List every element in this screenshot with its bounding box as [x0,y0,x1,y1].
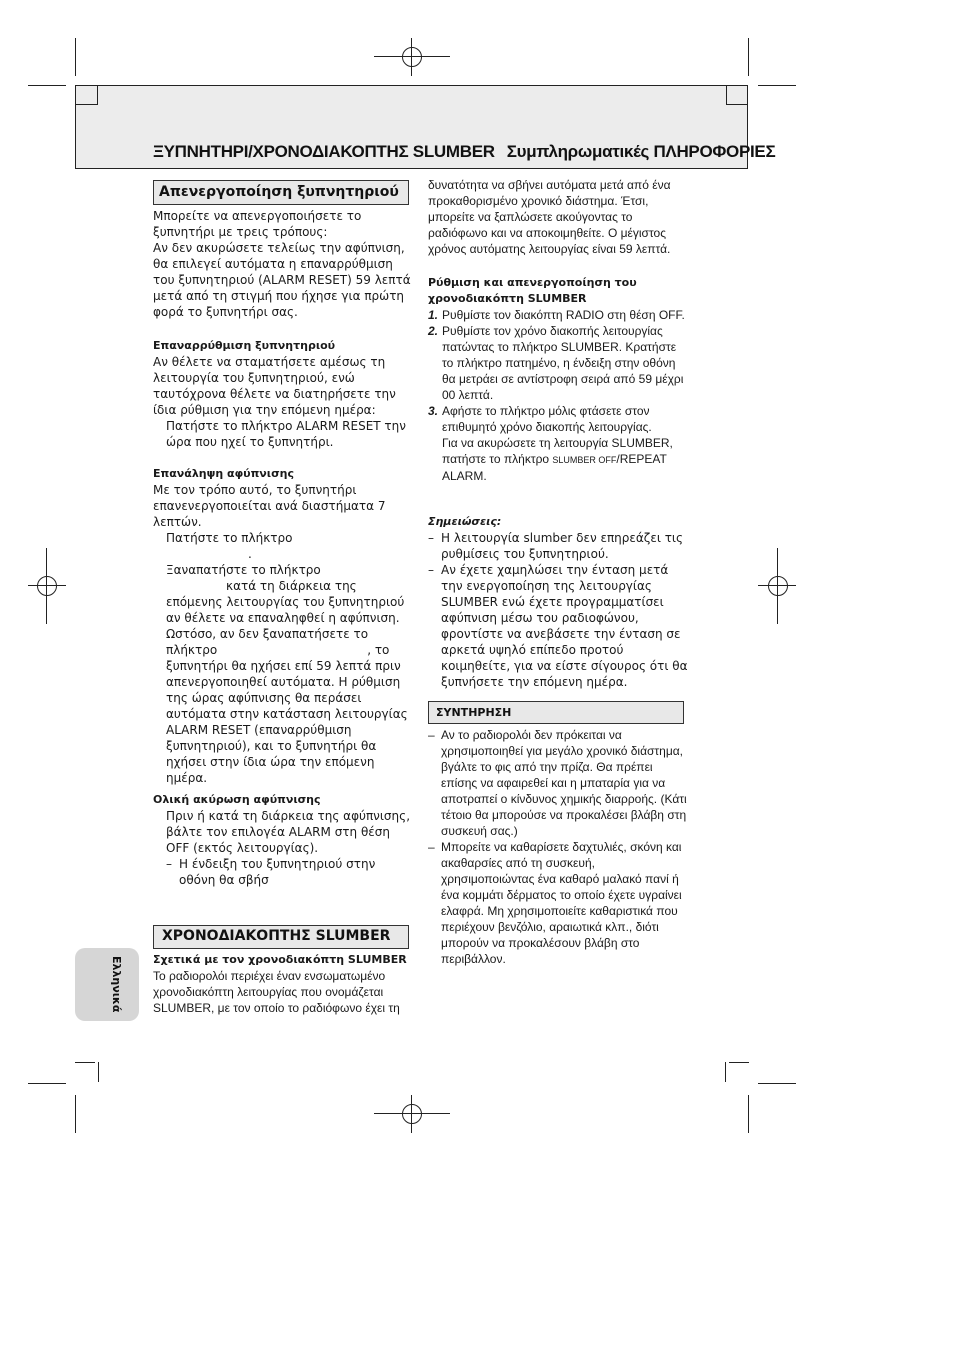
setup-step-2: 2. Ρυθμίστε τον χρόνο διακοπής λειτουργίας πατώντας το πλήκτρο SLUMBER. Κρατήστε το πλήκτρο πατημένο, η ένδειξη στην οθόνη θα μετράει σε αντίστροφη σειρά από 59 μέχρι 00 λεπτά. [428,324,684,402]
setup-step-3: 3. Αφήστε το πλήκτρο μόλις φτάσετε στον επιθυμητό χρόνο διακοπής λειτουργίας. [428,404,652,434]
crop-mark [758,85,796,86]
crop-mark [75,104,97,105]
page-title [153,142,775,162]
crop-mark [729,1062,749,1063]
crop-mark [28,85,66,86]
repeat-step-3: Ωστόσο, αν δεν ξαναπατήσετε το πλήκτρο , το [166,627,390,657]
right-column [428,177,690,484]
maint-item: – Αν το ραδιορολόι δεν πρόκειται να χρησιμοποιηθεί για μεγάλο χρονικό διάστημα, βγάλτε το φις από την πρίζα. Θα πρέπει επίσης να αφαιρεθεί και η μπαταρία για να αποτραπεί ο κίνδυνος χημικής διαρροής. (Κάτι τέτοιο θα μπορούσε να προκαλέσει βλάβη στη συσκευή σας.) [428,728,687,838]
cancel-step: Πριν ή κατά τη διάρκεια της αφύπνισης, βάλτε τον επιλογέα ALARM στη θέση OFF (εκτός λειτουργίας). [166,809,411,855]
setup-cancel: Για να ακυρώσετε τη λειτουργία SLUMBER, πατήστε το πλήκτρο SLUMBER OFF/REPEAT ALARM. [442,436,673,483]
crop-mark [98,1062,99,1082]
section-title-slumber: ΧΡΟΝΟΔΙΑΚΟΠΤΗΣ SLUMBER [153,925,409,949]
title-subtitle: Συμπληρωματικές ΠΛΗΡΟΦΟΡΙΕΣ [506,142,776,161]
title-main: ΞΥΠΝΗΤΗΡΙ/ΧΡΟΝΟΔΙΑΚΟΠΤΗΣ SLUMBER [153,142,495,161]
crop-mark [727,104,748,105]
section-title-alarm-off: Απενεργοποίηση ξυπνητηριού [153,180,409,205]
repeat-step-2a: Ξαναπατήστε το πλήκτρο [166,563,321,577]
repeat-step-1: Πατήστε το πλήκτρο [166,531,293,545]
left-column [153,208,415,888]
notes-block [428,514,690,690]
reset-step: Πατήστε το πλήκτρο ALARM RESET την ώρα που ηχεί το ξυπνητήρι. [166,419,406,449]
maintenance-block [428,727,690,967]
intro-text: Μπορείτε να απενεργοποιήσετε το ξυπνητήρι με τρεις τρόπους: [153,209,362,239]
maint-item: – Μπορείτε να καθαρίσετε δαχτυλιές, σκόνη και ακαθαρσίες από τη συσκευή, χρησιμοποιώντας ένα καθαρό μαλακό πανί ή ένα κομμάτι δέρματος το οποίο έχετε υγραίνει ελαφρά. Μη χρησιμοποιείτε καθαριστικά που περιέχουν βενζόλιο, αραιωτικά κλπ., διότι μπορούν να προκαλέσουν βλάβη στο περιβάλλον. [428,840,682,966]
about-heading: Σχετικά με τον χρονοδιακόπτη SLUMBER [153,953,407,966]
crop-mark [75,38,76,76]
repeat-text: Με τον τρόπο αυτό, το ξυπνητήρι επανενεργοποιείται ανά διαστήματα 7 λεπτών. [153,483,386,529]
repeat-heading: Επανάληψη αφύπνισης [153,467,294,480]
crop-mark [725,1062,726,1082]
language-tab-label: Ελληνικά [110,956,123,1013]
setup-step-1: 1. Ρυθμίστε τον διακόπτη RADIO στη θέση OFF. [428,308,685,322]
crop-mark [748,38,749,76]
crop-mark [748,1095,749,1133]
setup-heading: Ρύθμιση και απενεργοποίηση του χρονοδιακόπτη SLUMBER [428,276,637,305]
repeat-step-1-end: . [248,547,252,561]
language-tab [75,948,139,1021]
note-item: – Αν έχετε χαμηλώσει την ένταση μετά την ενεργοποίηση της λειτουργίας SLUMBER ενώ έχετε προγραμματίσει αφύπνιση μέσω του ραδιοφώνου, φροντίστε να ανεβάσετε την ένταση σε αρκετά υψηλό επίπεδο προτού κοιμηθείτε, για να είστε σίγουρος ότι θα ξυπνήσετε την επόμενη ημέρα. [428,563,688,689]
repeat-step-3-cont: ξυπνητήρι θα ηχήσει επί 59 λεπτά πριν απενεργοποιηθεί αυτόματα. Η ρύθμιση της ώρας αφύπνισης θα περάσει αυτόματα στην κατάσταση λειτουργίας ALARM RESET (επαναρρύθμιση ξυπνητηριού), και το ξυπνητήρι θα ηχήσει στην ίδια ώρα την επόμενη ημέρα. [166,659,408,785]
repeat-step-2b: κατά τη διάρκεια της επόμενης λειτουργίας του ξυπνητηριού αν θέλετε να επαναληφθεί η αφύπνιση. [166,579,405,625]
slumber-about [153,952,415,1016]
cancel-note: – Η ένδειξη του ξυπνητηριού στην οθόνη θα σβήσ [166,857,376,887]
crop-mark [75,1095,76,1133]
auto-reset-text: Αν δεν ακυρώσετε τελείως την αφύπνιση, θα επιλεγεί αυτόματα η επαναρρύθμιση του ξυπνητηριού (ALARM RESET) 59 λεπτά μετά από τη στιγμή που ήχησε για πρώτη φορά το ξυπνητήρι σας. [153,241,411,319]
note-item: – Η λειτουργία slumber δεν επηρεάζει τις ρυθμίσεις του ξυπνητηριού. [428,531,684,561]
crop-mark [726,85,727,105]
about-cont: δυνατότητα να σβήνει αυτόματα μετά από ένα προκαθορισμένο χρονικό διάστημα. Έτσι, μπορείτε να ξαπλώσετε ακούγοντας το ραδιόφωνο και να αποκοιμηθείτε. Ο μέγιστος χρόνος αυτόματης λειτουργίας είναι 59 λεπτά. [428,178,671,256]
reset-heading: Επαναρρύθμιση ξυπνητηριού [153,339,336,352]
reset-text: Αν θέλετε να σταματήσετε αμέσως τη λειτουργία του ξυπνητηριού, ενώ ταυτόχρονα θέλετε να διατηρήσετε την ίδια ρύθμιση για την επόμενη ημέρα: [153,355,396,417]
section-title-maintenance: ΣΥΝΤΗΡΗΣΗ [428,701,684,724]
crop-mark [758,1083,796,1084]
cancel-heading: Ολική ακύρωση αφύπνισης [153,793,321,806]
notes-heading: Σημειώσεις: [428,515,502,528]
about-text: Το ραδιορολόι περιέχει έναν ενσωματωμένο χρονοδιακόπτη λειτουργίας που ονομάζεται SLUMBER, με τον οποίο το ραδιόφωνο έχει τη [153,969,400,1015]
crop-mark [97,85,98,105]
crop-mark [28,1083,66,1084]
crop-mark [75,1062,95,1063]
